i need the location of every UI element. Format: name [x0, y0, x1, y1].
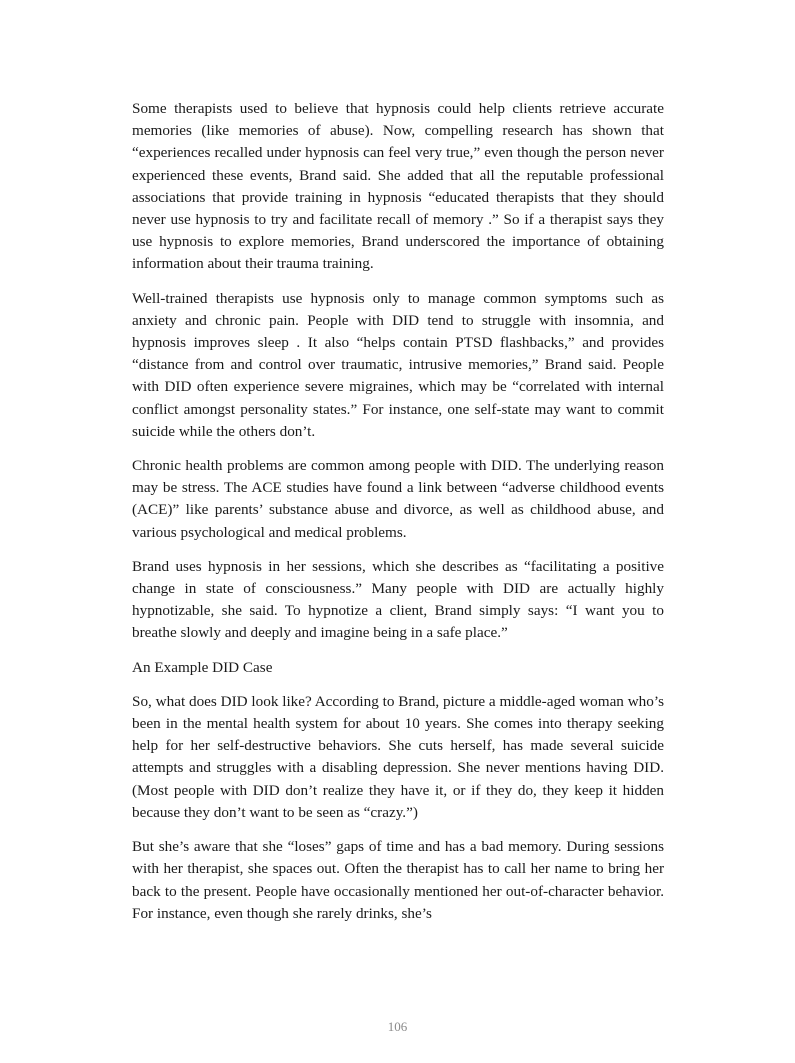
- paragraph-memory-gaps: But she’s aware that she “loses” gaps of time and has a bad memory. During sessions with her therapist, she spaces out. Often the therapist has to call her name to bring her back to the present. People have occasionally mentioned her out-of-character behavior. For instance, even though she rarely drinks, she’s: [132, 838, 664, 922]
- paragraph-did-example: So, what does DID look like? According to Brand, picture a middle-aged woman who’s been in the mental health system for about 10 years. She comes into therapy seeking help for her self-destructive behaviors. She cuts herself, has made several suicide attempts and struggles with a disabling depression. She never mentions having DID. (Most people with DID don’t realize they have it, or if they do, they keep it hidden because they don’t want to be seen as “crazy.”): [132, 692, 664, 821]
- page-body: [132, 98, 664, 937]
- paragraph-brand-hypnosis: Brand uses hypnosis in her sessions, which she describes as “facilitating a positive change in state of consciousness.” Many people with DID are actually highly hypnotizable, she said. To hypnotize a client, Brand simply says: “I want you to breathe slowly and deeply and imagine being in a safe place.”: [132, 557, 664, 642]
- section-heading: An Example DID Case: [132, 658, 273, 676]
- page-number: 106: [387, 1019, 408, 1034]
- paragraph-hypnosis-memories: Some therapists used to believe that hypnosis could help clients retrieve accurate memories (like memories of abuse). Now, compelling research has shown that “experiences recalled under hypnosis can feel very true,” even though the person never experienced these events, Brand said. She added that all the reputable professional associations that provide training in hypnosis “educated therapists that they should never use hypnosis to try and facilitate recall of memory .” So if a therapist says they use hypnosis to explore memories, Brand underscored the importance of obtaining information about their trauma training.: [132, 100, 664, 273]
- paragraph-hypnosis-symptoms: Well-trained therapists use hypnosis only to manage common symptoms such as anxiety and chronic pain. People with DID tend to struggle with insomnia, and hypnosis improves sleep . It also “helps contain PTSD flashbacks,” and provides “distance from and control over traumatic, intrusive memories,” Brand said. People with DID often experience severe migraines, which may be “correlated with internal conflict amongst personality states.” For instance, one self-state may want to commit suicide while the others don’t.: [132, 289, 664, 440]
- paragraph-chronic-health: Chronic health problems are common among people with DID. The underlying reason may be stress. The ACE studies have found a link between “adverse childhood events (ACE)” like parents’ substance abuse and divorce, as well as childhood abuse, and various psychological and medical problems.: [132, 457, 664, 541]
